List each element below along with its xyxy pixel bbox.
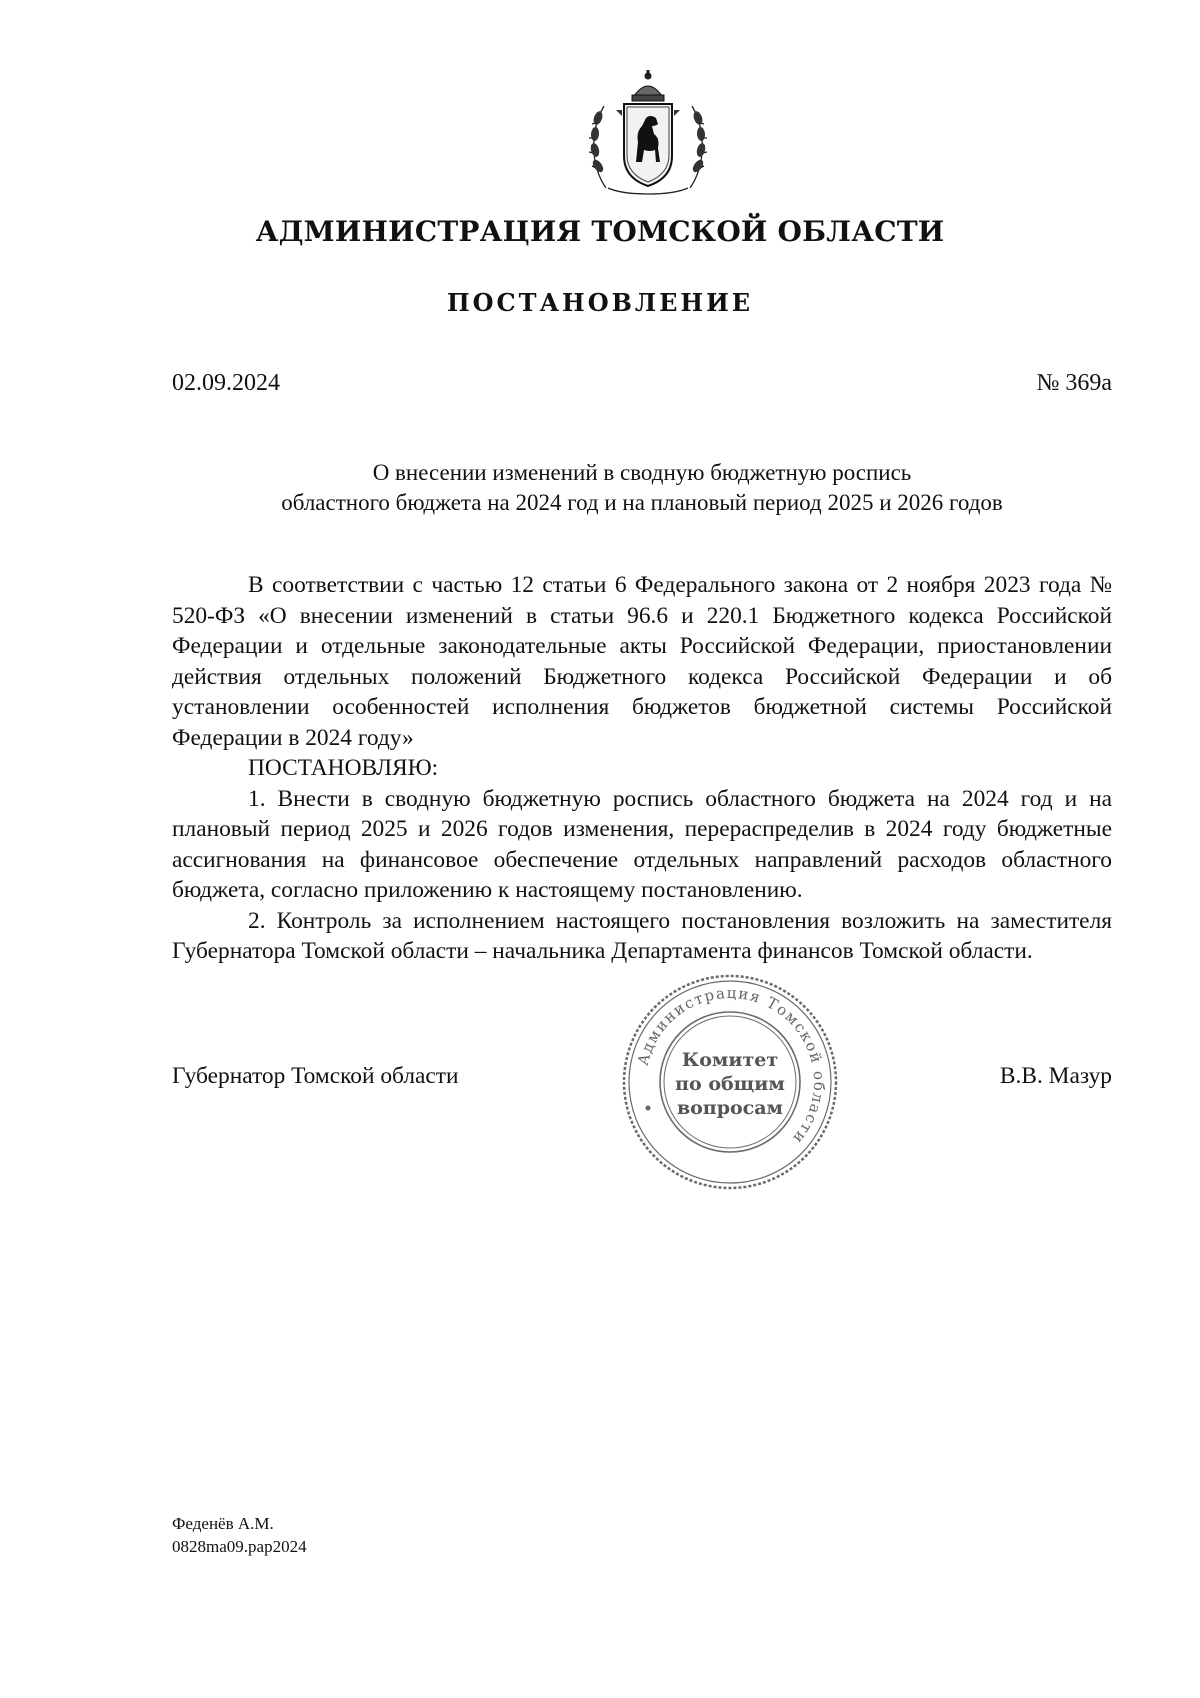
official-stamp-icon [618, 970, 842, 1194]
executor-name: Феденёв А.М. [172, 1514, 274, 1533]
item-1-paragraph: 1. Внести в сводную бюджетную роспись областного бюджета на 2024 год и на плановый период 2025 и 2026 годов изменения, перераспределив в 2024 году бюджетные ассигнования на финансовое обеспечение отдельных направлений расходов областного бюджета, согласно приложению к настоящему постановлению. [172, 785, 1112, 903]
decree-word: ПОСТАНОВЛЯЮ: [248, 755, 439, 781]
stamp-center-line-3: вопросам [676, 1097, 784, 1119]
item-2-paragraph: 2. Контроль за исполнением настоящего постановления возложить на заместителя Губернатора Томской области – начальника Департамента финансов Томской области. [172, 907, 1112, 964]
document-number: № 369а [1036, 370, 1112, 396]
coat-of-arms-icon [586, 70, 710, 200]
file-code: 0828ma09.pap2024 [172, 1537, 307, 1556]
signer-title: Губернатор Томской области [172, 1063, 459, 1089]
stamp-ring-text: Администрация Томской области [633, 983, 829, 1149]
document-body [172, 570, 1112, 967]
signer-name: В.В. Мазур [999, 1063, 1112, 1089]
preamble-paragraph: В соответствии с частью 12 статьи 6 Федерального закона от 2 ноября 2023 года № 520-ФЗ «О внесении изменений в статьи 96.6 и 220.1 Бюджетного кодекса Российской Федерации и отдельные законодательные акты Российской Федерации, приостановлении действия отдельных положений Бюджетного кодекса Российской Федерации и об установлении особенностей исполнения бюджетов бюджетной системы Российской Федерации в 2024 году» [172, 572, 1112, 751]
stamp-center-line-1: Комитет [681, 1049, 779, 1071]
document-date: 02.09.2024 [172, 370, 280, 396]
organization-title: АДМИНИСТРАЦИЯ ТОМСКОЙ ОБЛАСТИ [255, 215, 945, 248]
stamp-center-line-2: по общим [675, 1073, 785, 1095]
subject-line-1: О внесении изменений в сводную бюджетную роспись [372, 460, 912, 485]
document-subject [172, 458, 1112, 518]
executor-block [172, 1512, 307, 1558]
document-type-heading: ПОСТАНОВЛЕНИЕ [446, 288, 754, 317]
subject-line-2: областного бюджета на 2024 год и на плановый период 2025 и 2026 годов [281, 490, 1003, 515]
